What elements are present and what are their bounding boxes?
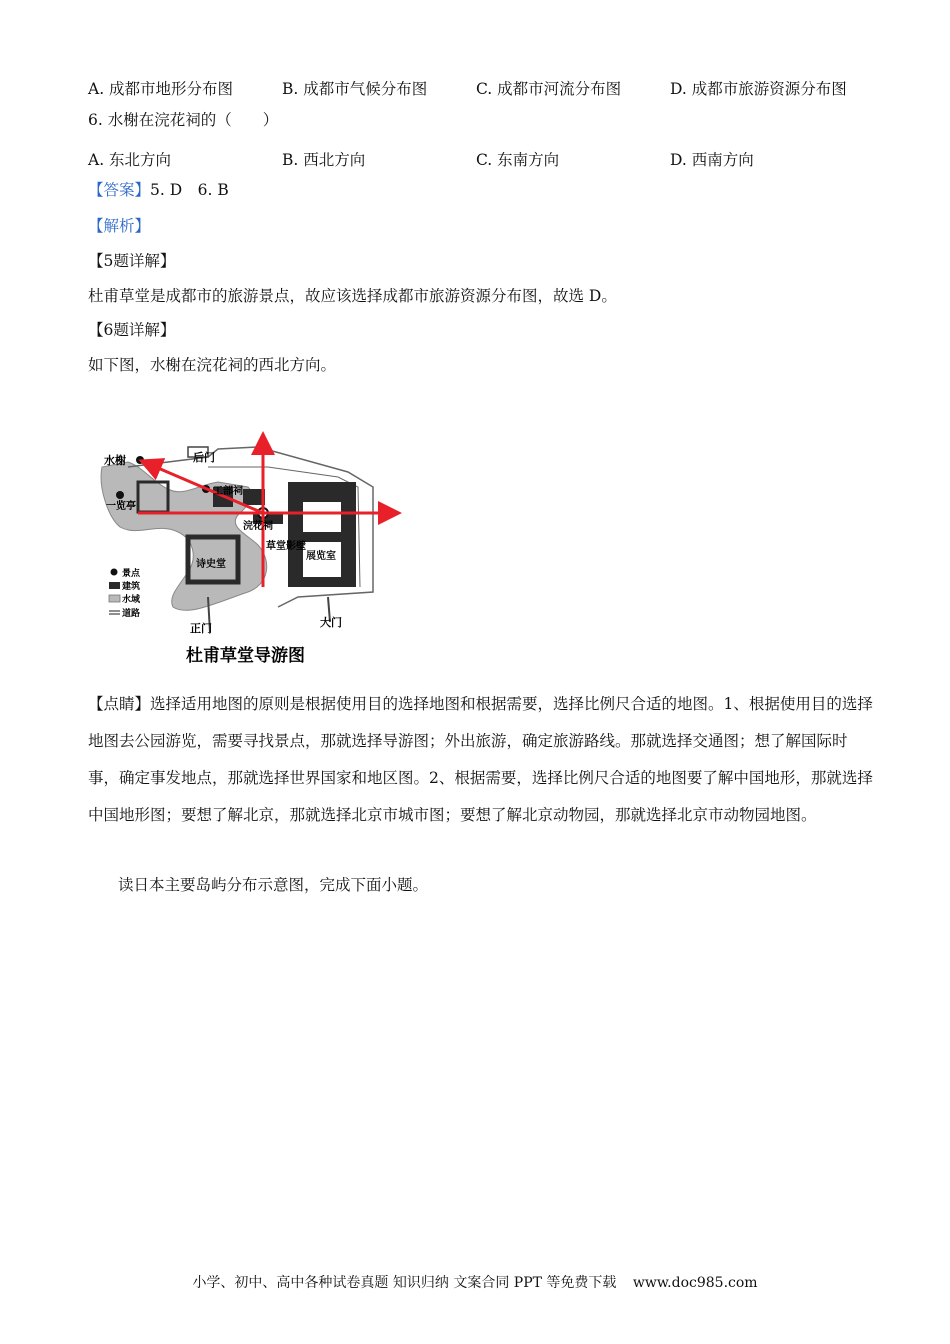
yilanting-dot bbox=[116, 491, 124, 499]
footer-text: 小学、初中、高中各种试卷真题 知识归纳 文案合同 PPT 等免费下载 bbox=[192, 1275, 617, 1291]
q5-header: 【5题详解】 bbox=[88, 252, 176, 270]
map-title: 杜甫草堂导游图 bbox=[186, 646, 305, 666]
dianjing-label: 【点睛】 bbox=[88, 695, 151, 713]
svg-text:景点: 景点 bbox=[122, 569, 141, 579]
q5-option-d: D. 成都市旅游资源分布图 bbox=[670, 80, 847, 98]
label-zhengmen: 正门 bbox=[190, 622, 212, 635]
label-caotang: 草堂影壁 bbox=[266, 541, 306, 552]
answer-label: 【答案】 bbox=[88, 181, 151, 199]
svg-text:建筑: 建筑 bbox=[122, 582, 141, 592]
q6-detail: 如下图，水榭在浣花祠的西北方向。 bbox=[88, 356, 337, 374]
dianjing-text: 选择适用地图的原则是根据使用目的选择地图和根据需要，选择比例尺合适的地图。1、根据使用目的选择地图去公园游览，需要寻找景点，那就选择导游图；外出旅游，确定旅游路线。那就选择交通图；想了解国际时事，确定事发地点，那就选择世界国家和地区图。2、根据需要，选择比例尺合适的地图要了解中国地形，那就选择中国地形图；要想了解北京，那就选择北京市城市图；要想了解北京动物园，那就选择北京市动物园地图。 bbox=[88, 695, 873, 824]
label-houmen: 后门 bbox=[193, 451, 215, 464]
label-huanhuaci: 浣花祠 bbox=[243, 521, 273, 532]
analysis-label: 【解析】 bbox=[88, 217, 151, 235]
footer-url[interactable]: www.doc985.com bbox=[632, 1275, 758, 1291]
footer bbox=[0, 1272, 950, 1292]
q6-stem: 6. 水榭在浣花祠的（ ） bbox=[88, 111, 279, 129]
q6-option-d: D. 西南方向 bbox=[670, 151, 754, 169]
q5-option-b: B. 成都市气候分布图 bbox=[282, 80, 428, 98]
dufu-caotang-map bbox=[98, 427, 418, 677]
shuixie-dot bbox=[136, 456, 144, 464]
q6-header: 【6题详解】 bbox=[88, 321, 176, 339]
label-damen: 大门 bbox=[320, 616, 342, 629]
next-intro: 读日本主要岛屿分布示意图，完成下面小题。 bbox=[118, 876, 429, 894]
map-legend bbox=[109, 567, 141, 619]
q6-option-c: C. 东南方向 bbox=[476, 151, 560, 169]
answer-line bbox=[88, 183, 229, 199]
label-zhanlanshi: 展览室 bbox=[306, 551, 336, 562]
svg-text:水域: 水域 bbox=[122, 595, 141, 605]
label-gongbuci: 工部祠 bbox=[213, 486, 243, 497]
q5-detail: 杜甫草堂是成都市的旅游景点，故应该选择成都市旅游资源分布图，故选 D。 bbox=[88, 287, 617, 305]
label-shishitang: 诗史堂 bbox=[196, 559, 226, 570]
label-yilanting: 一览亭 bbox=[106, 501, 136, 512]
q6-option-b: B. 西北方向 bbox=[282, 151, 366, 169]
q5-option-a: A. 成都市地形分布图 bbox=[88, 80, 234, 98]
dianjing-paragraph bbox=[88, 686, 878, 834]
q6-option-a: A. 东北方向 bbox=[88, 151, 172, 169]
label-shuixie: 水榭 bbox=[104, 454, 126, 467]
q5-option-c: C. 成都市河流分布图 bbox=[476, 80, 622, 98]
svg-text:道路: 道路 bbox=[122, 609, 141, 619]
answer-text: 5. D 6. B bbox=[150, 181, 229, 199]
